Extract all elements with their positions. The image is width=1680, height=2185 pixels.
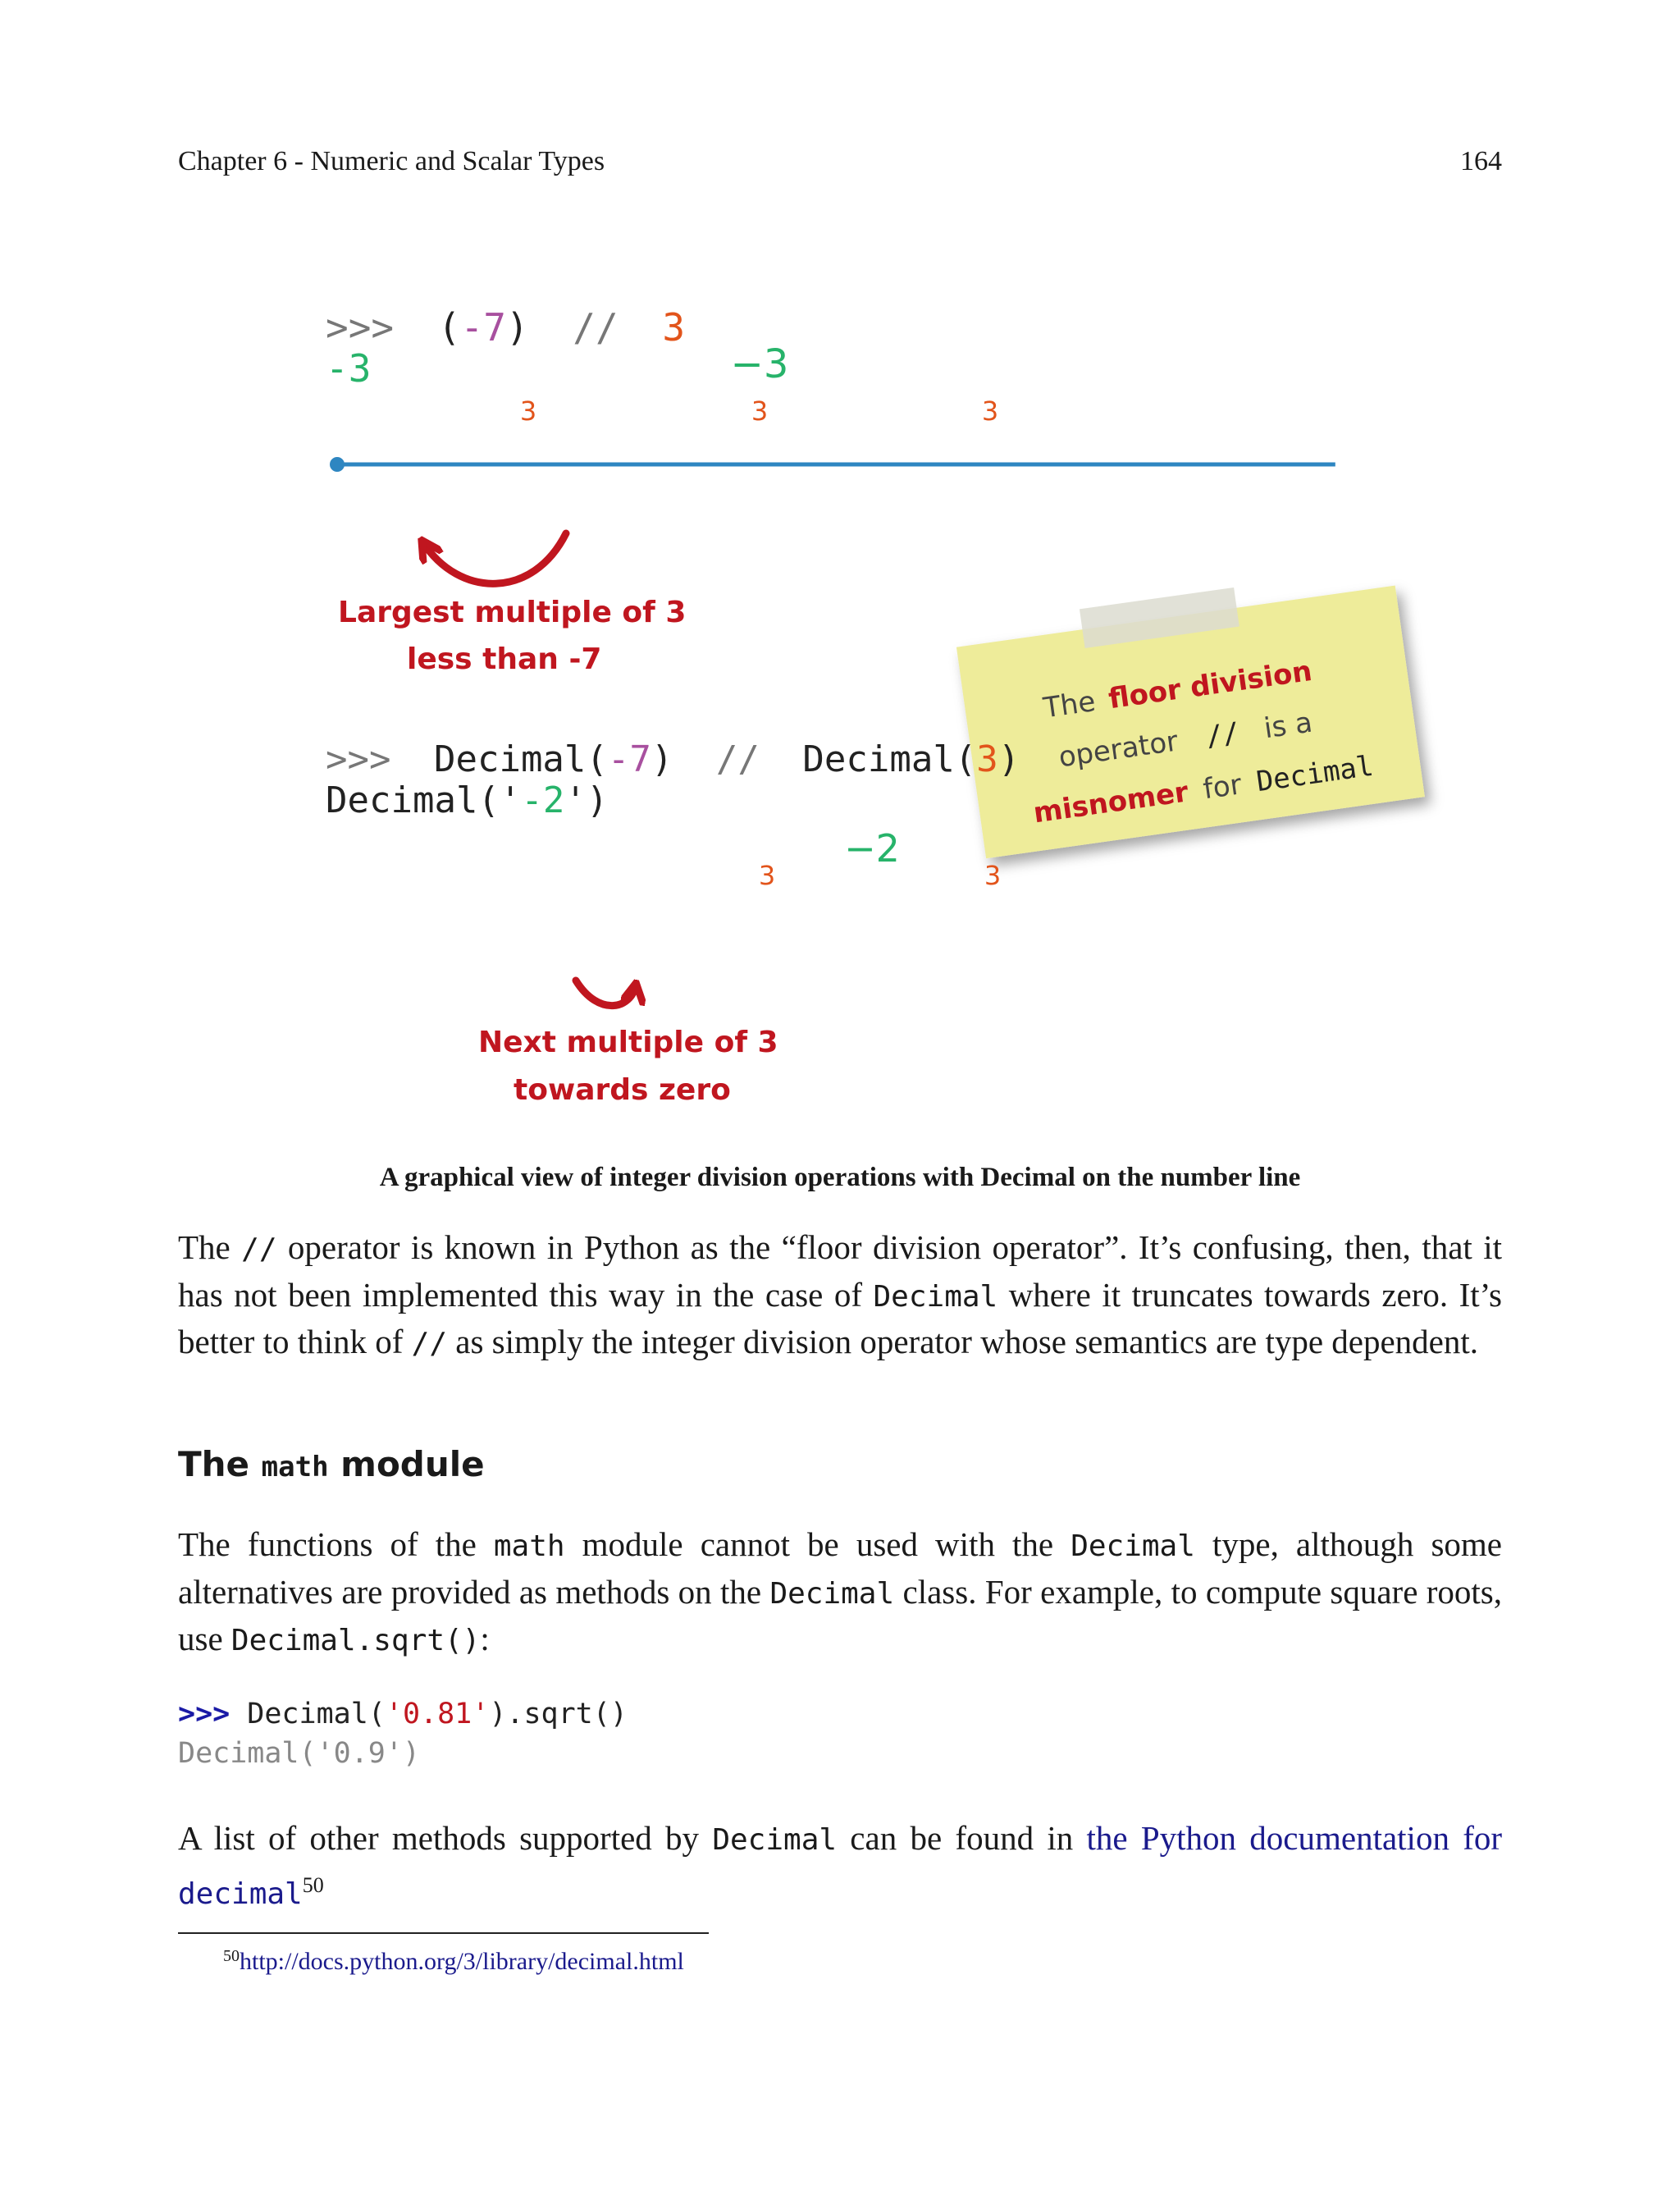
bottom-divisor: 3: [976, 738, 998, 780]
figure-caption: A graphical view of integer division operations with Decimal on the number line: [379, 1163, 1301, 1192]
top-step-label: 3: [981, 395, 999, 427]
sticky-decimal: Decimal: [1254, 749, 1376, 799]
top-expression: [326, 305, 685, 350]
top-prompt: >>>: [326, 305, 395, 350]
sticky-note: [953, 565, 1424, 858]
top-open-paren: (: [437, 305, 461, 350]
page-number: 164: [1460, 146, 1502, 176]
paragraph-floor-division: The // operator is known in Python as the “floor division operator”. It’s confusing, then, that it has not been implemented this way in the case of Decimal where it truncates towards zero. It’s better to think of // as simply the integer division operator whose semantics are type dependent.: [178, 1228, 1503, 1360]
sticky-for: for: [1201, 768, 1244, 807]
chapter-header: Chapter 6 - Numeric and Scalar Types: [178, 146, 605, 176]
tick-point: [331, 458, 344, 471]
bottom-expression: [326, 738, 1020, 780]
top-step-label: 3: [751, 395, 769, 427]
bottom-note-line2: towards zero: [514, 1073, 731, 1107]
top-note-line1: Largest multiple of 3: [338, 596, 687, 629]
code-prompt: >>>: [178, 1698, 231, 1730]
top-number-line: [331, 458, 1335, 471]
python-docs-link[interactable]: the Python documentation for decimal: [178, 1819, 1503, 1912]
bottom-operator: //: [715, 738, 760, 780]
bottom-step-label: 3: [984, 860, 1002, 891]
bottom-close-b: ): [998, 738, 1020, 780]
sticky-is-a: is a: [1262, 706, 1315, 746]
sticky-op: //: [1203, 715, 1242, 754]
bottom-neg7: -7: [607, 738, 651, 780]
bottom-result: [326, 779, 608, 821]
curved-arrow-icon: [422, 533, 566, 583]
top-step-label: 3: [519, 395, 537, 427]
bottom-result-pre: Decimal(': [326, 779, 522, 821]
bottom-prompt: >>>: [326, 738, 391, 780]
sticky-misnomer: misnomer: [1031, 775, 1191, 830]
bottom-close-a: ): [651, 738, 673, 780]
footnote: $^{50}$http://docs.python.org/3/library/decimal.html: [223, 1947, 684, 1975]
top-note-line2: less than -7: [407, 642, 602, 676]
paragraph-math-module: The functions of the math module cannot be used with the Decimal type, although some alternatives are provided as methods on the Decimal class. For example, to compute square roots, use Decimal.sqrt():: [178, 1525, 1503, 1657]
sticky-the: The: [1041, 685, 1098, 725]
bottom-result-post: '): [564, 779, 609, 821]
footnote-url-link[interactable]: http://docs.python.org/3/library/decimal.html: [240, 1948, 684, 1975]
bottom-decimal-b: Decimal(: [802, 738, 977, 780]
top-operator: //: [573, 305, 619, 350]
top-result: -3: [326, 346, 372, 391]
top-result-label: −3: [730, 341, 789, 387]
bottom-step-label: 3: [758, 860, 776, 891]
top-neg7: -7: [460, 305, 506, 350]
curved-arrow-icon: [576, 981, 636, 1006]
sticky-operator: operator: [1057, 725, 1180, 775]
paragraph-methods-list: A list of other methods supported by Decimal can be found in the Python documentation for decimal$^{50}$: [178, 1819, 1503, 1912]
bottom-result-label: −2: [844, 826, 900, 871]
footnote-ref[interactable]: 50: [302, 1872, 324, 1897]
bottom-note-line1: Next multiple of 3: [478, 1026, 778, 1059]
bottom-result-val: -2: [521, 779, 565, 821]
section-heading: The math module: [178, 1444, 485, 1484]
top-divisor: 3: [662, 305, 686, 350]
top-close-paren: ): [505, 305, 529, 350]
code-output-line: Decimal('0.9'): [178, 1737, 421, 1770]
code-input-line: >>> Decimal('0.81').sqrt(): [178, 1698, 628, 1730]
footnote-rule: [178, 1932, 709, 1934]
bottom-decimal-a: Decimal(: [433, 738, 608, 780]
sticky-floor-division: floor division: [1106, 654, 1314, 716]
